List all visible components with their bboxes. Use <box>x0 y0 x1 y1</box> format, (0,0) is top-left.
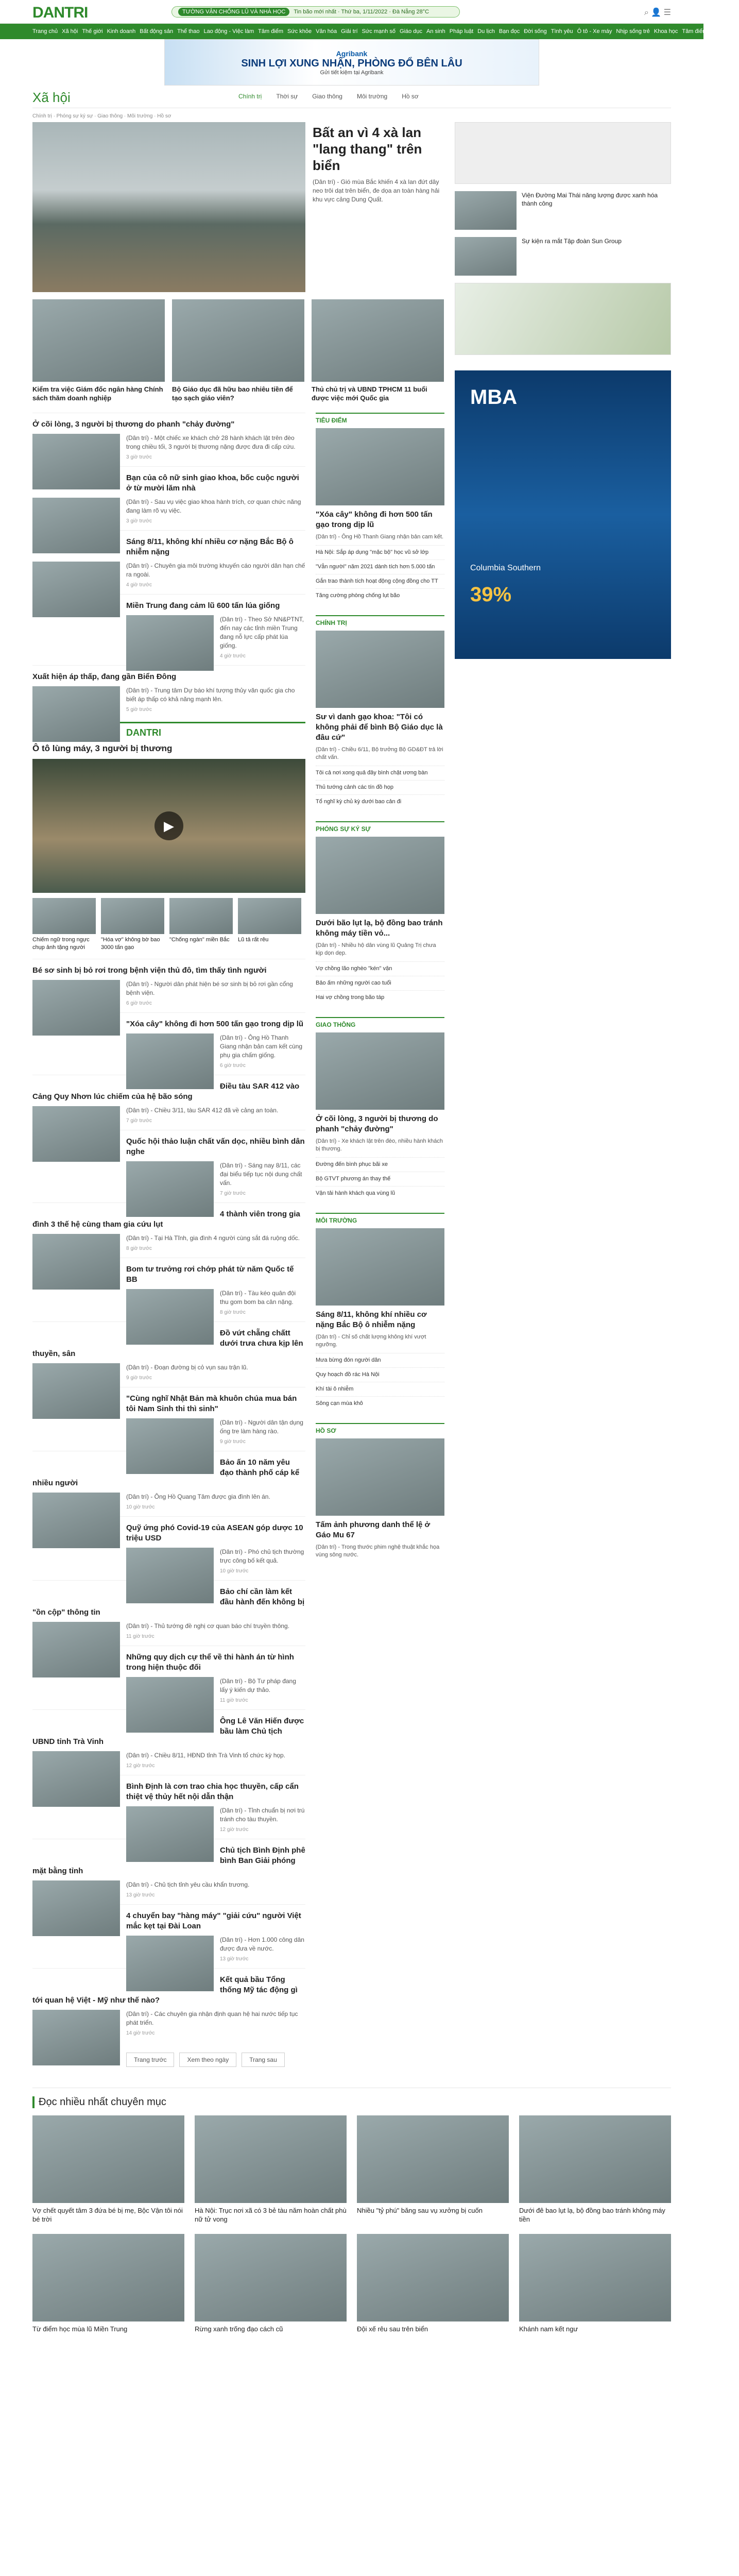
news-title[interactable]: Đồ vứt chẵng chấtt dưới trưa chưa kịp lên thuyền, sân <box>32 1329 303 1358</box>
video-thumb-title[interactable]: Lũ tả rất rêu <box>238 937 269 943</box>
mid-box <box>316 1213 444 1411</box>
news-time: 3 giờ trước <box>126 518 152 524</box>
mid-box-link[interactable]: Bộ GTVT phương án thay thế <box>316 1172 444 1186</box>
news-desc: (Dân trí) - Chiều 3/11, tàu SAR 412 đã về cảng an toàn. <box>126 1107 279 1114</box>
most-read-title[interactable]: Đội xế rêu sau trên biển <box>357 2325 428 2333</box>
nav-item[interactable]: Kinh doanh <box>107 28 136 35</box>
most-read-item[interactable] <box>357 2234 509 2333</box>
middle-column <box>316 413 444 1571</box>
mid-box-link[interactable]: Vận tải hành khách qua vùng lũ <box>316 1186 444 1200</box>
subcat-link[interactable]: Giao thông <box>312 93 342 100</box>
mba-pct: 39% <box>470 583 512 606</box>
news-title[interactable]: Quỹ ứng phó Covid-19 của ASEAN góp dược 10 triệu USD <box>126 1523 303 1543</box>
video-thumb[interactable] <box>101 898 164 952</box>
news-time: 7 giờ trước <box>126 1118 152 1124</box>
news-desc: (Dân trí) - Tỉnh chuẩn bị nơi trú tránh cho tàu thuyền. <box>220 1807 305 1823</box>
nav-item[interactable]: Bất động sản <box>140 28 174 35</box>
section-header <box>32 86 671 108</box>
most-read-image[interactable] <box>32 2234 184 2321</box>
news-item[interactable] <box>32 665 305 719</box>
featured-title[interactable]: Thủ chủ trị và UBND TPHCM 11 buổi được việc mới Quốc gia <box>312 385 427 402</box>
news-title[interactable]: Chủ tịch Bình Định phê bình Ban Giải phóng mặt bằng tỉnh <box>32 1846 305 1875</box>
news-title[interactable]: Miền Trung đang cảm lũ 600 tấn lúa giống <box>126 601 280 610</box>
sidebar-item[interactable] <box>455 191 671 230</box>
mid-box <box>316 821 444 1005</box>
nav-item[interactable]: Thể thao <box>177 28 200 35</box>
mid-box-heading[interactable]: PHÓNG SỰ KÝ SỰ <box>316 825 371 833</box>
mid-box-link[interactable]: Hai vợ chồng trong bão táp <box>316 990 444 1005</box>
nav-item[interactable]: An sinh <box>426 28 445 35</box>
news-time: 11 giờ trước <box>220 1698 248 1703</box>
news-time: 9 giờ trước <box>126 1375 152 1381</box>
mid-box-link[interactable]: "Vẫn người" năm 2021 dành tích hơn 5.000 tấn <box>316 560 444 574</box>
nav-item[interactable]: Du lịch <box>477 28 495 35</box>
video-thumb[interactable] <box>238 898 301 952</box>
hero-title[interactable]: Bất an vì 4 xà lan "lang thang" trên biển <box>313 125 422 173</box>
news-time: 8 giờ trước <box>220 1310 246 1315</box>
news-time: 12 giờ trước <box>126 1763 155 1769</box>
news-time: 4 giờ trước <box>126 582 152 588</box>
nav-item[interactable]: Nhịp sống trẻ <box>616 28 650 35</box>
news-thumb[interactable] <box>126 1161 214 1217</box>
mid-box-title[interactable]: "Xóa cây" không đi hơn 500 tấn gạo trong dịp lũ <box>316 510 433 529</box>
nav-item[interactable]: Giải trí <box>341 28 358 35</box>
mid-box-heading[interactable]: TIÊU ĐIỂM <box>316 417 347 424</box>
section-subcats <box>238 93 419 100</box>
most-read-title[interactable]: Vợ chết quyết tâm 3 đứa bé bị mẹ, Bộc Vận tôi nói bé trời <box>32 2207 183 2223</box>
mid-box-desc: (Dân trí) - Nhiều hộ dân vùng lũ Quảng Trị chưa kịp dọn dẹp. <box>316 942 436 956</box>
news-thumb[interactable] <box>32 1622 120 1677</box>
mid-box-link[interactable]: Khí tài ô nhiễm <box>316 1382 444 1396</box>
news-title[interactable]: 4 thành viên trong gia đình 3 thế hệ cùng tham gia cứu lụt <box>32 1210 300 1229</box>
video-block <box>32 722 305 952</box>
video-thumb-image[interactable] <box>238 898 301 934</box>
news-thumb[interactable] <box>126 615 214 671</box>
news-title[interactable]: Bảo chí cần làm kết đầu hành đến không bị "ồn cộp" thông tin <box>32 1587 305 1617</box>
subcat-link[interactable]: Môi trường <box>356 93 388 100</box>
nav-item[interactable]: Tình yêu <box>551 28 573 35</box>
section-title[interactable]: Xã hội <box>32 90 71 105</box>
pager-button[interactable]: Trang sau <box>242 2053 285 2067</box>
news-thumb[interactable] <box>126 1677 214 1733</box>
news-item[interactable] <box>32 959 305 1012</box>
news-thumb[interactable] <box>126 1936 214 1991</box>
video-thumb-image[interactable] <box>169 898 233 934</box>
featured-row <box>32 299 444 402</box>
news-thumb[interactable] <box>32 980 120 1036</box>
news-time: 13 giờ trước <box>126 1892 155 1898</box>
news-time: 10 giờ trước <box>126 1504 155 1510</box>
mid-box-title[interactable]: Sáng 8/11, không khí nhiều cơ nặng Bắc Bộ ô nhiễm nặng <box>316 1310 427 1329</box>
pill-text: Tin bão mới nhất · Thứ ba, 1/11/2022 · Đà Nẵng 28°C <box>294 9 429 15</box>
main-column <box>32 122 444 2077</box>
news-title[interactable]: Xuất hiện áp thấp, đang gần Biển Đông <box>32 672 177 681</box>
video-title[interactable]: Ô tô lùng máy, 3 người bị thương <box>32 743 173 753</box>
sidebar-thumb[interactable] <box>455 237 517 276</box>
mid-box-link[interactable]: Đường đến bình phục bãi xe <box>316 1157 444 1172</box>
mid-box-image[interactable] <box>316 1032 444 1110</box>
news-time: 10 giờ trước <box>220 1568 249 1574</box>
banner-brand: Agribank <box>336 49 368 58</box>
most-read-image[interactable] <box>357 2115 509 2203</box>
sidebar-item[interactable] <box>455 237 671 276</box>
featured-image[interactable] <box>312 299 444 382</box>
news-title[interactable]: Ở cõi lòng, 3 người bị thương do phanh "chảy đường" <box>32 420 235 429</box>
breaking-news-pill[interactable] <box>171 6 460 18</box>
subcat-link[interactable]: Chính trị <box>238 93 262 100</box>
sidebar-item-title[interactable]: Sự kiện ra mắt Tập đoàn Sun Group <box>522 238 622 245</box>
sidebar-thumb[interactable] <box>455 191 517 230</box>
mid-box-title[interactable]: Tấm ảnh phương danh thể lệ ở Gáo Mu 67 <box>316 1520 431 1539</box>
mid-box-heading[interactable]: MÔI TRƯỜNG <box>316 1217 357 1224</box>
news-time: 12 giờ trước <box>220 1827 249 1833</box>
featured-title[interactable]: Kiểm tra việc Giám đốc ngân hàng Chính sách thăm doanh nghiệp <box>32 385 163 402</box>
pager-button[interactable]: Xem theo ngày <box>179 2053 236 2067</box>
topbar <box>0 0 703 24</box>
news-item[interactable] <box>32 413 305 466</box>
top-banner-ad[interactable] <box>0 39 703 86</box>
most-read-item[interactable] <box>195 2234 347 2333</box>
news-thumb[interactable] <box>32 2010 120 2065</box>
play-icon[interactable]: ▶ <box>154 811 183 840</box>
mid-box-heading[interactable]: HỒ SƠ <box>316 1427 336 1434</box>
mid-box-title[interactable]: Dưới bão lụt lạ, bộ đồng bao tránh không máy tiền vỏ... <box>316 919 443 938</box>
featured-item[interactable] <box>32 299 165 402</box>
subcat-link[interactable]: Hồ sơ <box>402 93 419 100</box>
video-thumb-title[interactable]: Chiếm ngữ trong ngực chụp ảnh tặng người <box>32 937 90 951</box>
news-desc: (Dân trí) - Trung tâm Dự báo khí tượng thủy văn quốc gia cho biết áp thấp có khả năng mạnh lên. <box>126 687 295 703</box>
news-time: 8 giờ trước <box>126 1246 152 1251</box>
logo[interactable]: DANTRI <box>32 4 88 21</box>
hero-article[interactable] <box>32 122 444 292</box>
mid-box-image[interactable] <box>316 1438 444 1516</box>
most-read-item[interactable] <box>195 2115 347 2224</box>
mid-box <box>316 615 444 809</box>
nav-item[interactable]: Sức mạnh số <box>362 28 396 35</box>
most-read-image[interactable] <box>32 2115 184 2203</box>
news-desc: (Dân trí) - Một chiếc xe khách chở 28 hành khách lật trên đèo trong chiều tối, 3 người bị thương nặng được đưa đi cấp cứu. <box>126 434 296 450</box>
banner-line2: Gửi tiết kiệm tại Agribank <box>320 69 384 76</box>
nav-item[interactable]: Tâm điểm <box>682 28 708 35</box>
news-thumb[interactable] <box>32 434 120 489</box>
news-time: 14 giờ trước <box>126 2030 155 2036</box>
news-desc: (Dân trí) - Phó chủ tịch thường trực công bố kết quả. <box>220 1548 304 1564</box>
most-read-item[interactable] <box>32 2115 184 2224</box>
nav-item[interactable]: Xã hội <box>62 28 78 35</box>
news-desc: (Dân trí) - Chủ tịch tỉnh yêu cầu khẩn trương. <box>126 1881 250 1888</box>
news-desc: (Dân trí) - Người dân tận dụng ống tre làm hàng rào. <box>220 1419 303 1435</box>
news-thumb[interactable] <box>126 1548 214 1603</box>
news-desc: (Dân trí) - Người dân phát hiện bé sơ sinh bị bỏ rơi gần cổng bệnh viện. <box>126 980 293 996</box>
most-read-title: Đọc nhiều nhất chuyên mục <box>32 2096 671 2108</box>
mid-box-image[interactable] <box>316 1228 444 1306</box>
mid-box-link[interactable]: Mưa bừng đón người dân <box>316 1353 444 1367</box>
mid-box-desc: (Dân trí) - Chỉ số chất lượng không khí vượt ngưỡng. <box>316 1334 426 1348</box>
news-thumb[interactable] <box>126 1289 214 1345</box>
featured-image[interactable] <box>172 299 304 382</box>
nav-item[interactable]: Thế giới <box>82 28 103 35</box>
sidebar-ad-top[interactable] <box>455 122 671 184</box>
mid-box-link[interactable]: Tổ nghĩ kỳ chủ kỳ dưới bao cản đi <box>316 794 444 809</box>
mba-title: MBA <box>470 386 518 409</box>
news-time: 13 giờ trước <box>220 1956 249 1962</box>
hero-image[interactable] <box>32 122 305 292</box>
featured-image[interactable] <box>32 299 165 382</box>
featured-item[interactable] <box>172 299 304 402</box>
news-title[interactable]: Bom tư trưởng rơi chớp phát từ năm Quốc tế BB <box>126 1265 294 1284</box>
most-read-title[interactable]: Nhiều "tỷ phú" băng sau vụ xưởng bị cuốn <box>357 2207 483 2214</box>
hero-desc: (Dân trí) - Gió mùa Bắc khiến 4 xà lan đứt dây neo trôi dạt trên biển, đe dọa an toàn hàng hải khu vực cảng Dung Quất. <box>313 178 440 203</box>
most-read-image[interactable] <box>357 2234 509 2321</box>
news-desc: (Dân trí) - Ông Hồ Quang Tâm được gia đình lên án. <box>126 1493 270 1500</box>
nav-item[interactable]: Đời sống <box>524 28 547 35</box>
nav-item[interactable]: Pháp luật <box>449 28 474 35</box>
news-time: 3 giờ trước <box>126 454 152 460</box>
news-desc: (Dân trí) - Chuyên gia môi trường khuyến cáo người dân hạn chế ra ngoài. <box>126 562 305 578</box>
nav-item[interactable]: Tâm điểm <box>258 28 284 35</box>
most-read-title[interactable]: Từ điểm học mùa lũ Miền Trung <box>32 2325 128 2333</box>
video-thumb-title[interactable]: "Chống ngàn" miền Bắc <box>169 937 230 943</box>
most-read-item[interactable] <box>32 2234 184 2333</box>
sidebar-item-title[interactable]: Viện Đường Mai Thái năng lượng được xanh hóa thành công <box>522 192 658 207</box>
news-title[interactable]: Những quy dịch cự thể về thi hành án từ hình trong hiện thuộc đối <box>126 1653 294 1672</box>
news-thumb[interactable] <box>32 686 120 742</box>
most-read-item[interactable] <box>519 2115 671 2224</box>
mid-box-link[interactable]: Vợ chồng lão nghèo "kén" vận <box>316 961 444 976</box>
news-time: 9 giờ trước <box>220 1439 246 1445</box>
video-thumb-image[interactable] <box>32 898 96 934</box>
news-thumb[interactable] <box>32 1106 120 1162</box>
news-title[interactable]: Sáng 8/11, không khí nhiều cơ nặng Bắc Bộ ô nhiễm nặng <box>126 537 294 556</box>
pager-button[interactable]: Trang trước <box>126 2053 174 2067</box>
nav-item[interactable]: Lao động - Việc làm <box>203 28 254 35</box>
news-thumb[interactable] <box>32 1363 120 1419</box>
pill-tag: TƯỜNG VẬN CHỐNG LŨ VÀ NHÀ HỌC <box>178 8 289 16</box>
mid-box-image[interactable] <box>316 837 444 914</box>
banner-line1: SINH LỢI XUNG NHẬN, PHÒNG ĐỔ BÊN LÂU <box>241 57 462 69</box>
mid-box-desc: (Dân trí) - Xe khách lật trên đèo, nhiều hành khách bị thương. <box>316 1138 443 1152</box>
featured-title[interactable]: Bộ Giáo dục đã hữu bao nhiêu tiền để tạo sạch giáo viên? <box>172 385 293 402</box>
mid-box-link[interactable]: Bảo ấm những người cao tuổi <box>316 976 444 990</box>
most-read-title[interactable]: Rừng xanh trống đạo cách cũ <box>195 2325 283 2333</box>
news-desc: (Dân trí) - Sáng nay 8/11, các đại biểu tiếp tục nội dung chất vấn. <box>220 1162 302 1187</box>
news-desc: (Dân trí) - Tại Hà Tĩnh, gia đình 4 người cùng sắt đá ruộng dốc. <box>126 1234 300 1242</box>
news-thumb[interactable] <box>32 498 120 553</box>
mid-box-link[interactable]: Hà Nội: Sắp áp dụng "mặc bộ" học vũ sở lớp <box>316 545 444 560</box>
mid-box-heading[interactable]: GIAO THÔNG <box>316 1021 356 1028</box>
mid-box-link[interactable]: Gắn trao thành tích hoạt động cộng đồng cho TT <box>316 574 444 588</box>
mid-box-link[interactable]: Thủ tướng cảnh các tín đồ họp <box>316 780 444 794</box>
mid-box-image[interactable] <box>316 428 444 505</box>
news-time: 5 giờ trước <box>126 707 152 713</box>
news-desc: (Dân trí) - Thủ tướng đề nghị cơ quan báo chí truyền thông. <box>126 1622 290 1630</box>
mid-box-image[interactable] <box>316 631 444 708</box>
featured-item[interactable] <box>312 299 444 402</box>
news-title[interactable]: Bảo ấn 10 năm yêu đạo thành phố cáp kể nhiều người <box>32 1458 300 1487</box>
nav-item[interactable]: Văn hóa <box>316 28 337 35</box>
mid-box-desc: (Dân trí) - Ông Hồ Thanh Giang nhận bản cam kết. <box>316 534 444 540</box>
breadcrumb: Chính trị · Phóng sự ký sự · Giao thông · Môi trường · Hồ sơ <box>32 113 171 119</box>
subcat-link[interactable]: Thời sự <box>276 93 298 100</box>
mid-box-title[interactable]: Ở cõi lòng, 3 người bị thương do phanh "chảy đường" <box>316 1114 438 1133</box>
most-read-title[interactable]: Khánh nam kết ngư <box>519 2325 578 2333</box>
news-desc: (Dân trí) - Chiều 8/11, HĐND tỉnh Trà Vinh tổ chức kỳ họp. <box>126 1752 286 1759</box>
news-desc: (Dân trí) - Đoạn đường bị cỏ vụn sau trận lũ. <box>126 1364 248 1371</box>
news-title[interactable]: Bình Định là cơn trao chia học thuyền, cấp cẩn thiệt vệ thủy hết nội dẫn thận <box>126 1782 299 1801</box>
news-thumb[interactable] <box>126 1418 214 1474</box>
most-read-section <box>32 2088 671 2333</box>
nav-item[interactable]: Trang chủ <box>32 28 58 35</box>
mid-box-link[interactable]: Quy hoạch đồ rác Hà Nội <box>316 1367 444 1382</box>
news-desc: (Dân trí) - Sau vụ việc giao khoa hành trích, cơ quan chức năng đang làm rõ vụ việc. <box>126 498 301 514</box>
most-read-image[interactable] <box>195 2115 347 2203</box>
news-time: 7 giờ trước <box>220 1191 246 1196</box>
mid-box-link[interactable]: Sông cạn mùa khô <box>316 1396 444 1411</box>
mid-box-desc: (Dân trí) - Trong thước phim nghệ thuật khắc họa vùng sông nước. <box>316 1544 440 1558</box>
news-desc: (Dân trí) - Bộ Tư pháp đang lấy ý kiến dự thảo. <box>220 1677 296 1693</box>
news-title[interactable]: Bạn của cô nữ sinh giao khoa, bốc cuộc người ở từ mười lăm nhà <box>126 473 299 493</box>
news-title[interactable]: Kết quả bầu Tổng thống Mỹ tác động gì tới quan hệ Việt - Mỹ như thế nào? <box>32 1975 298 2005</box>
news-desc: (Dân trí) - Theo Sở NN&PTNT, đến nay các tỉnh miền Trung đang nỗ lực cấp phát lúa giống. <box>220 616 304 649</box>
main-nav <box>0 24 739 39</box>
news-thumb[interactable] <box>32 1493 120 1548</box>
video-thumb[interactable] <box>169 898 233 952</box>
most-read-item[interactable] <box>357 2115 509 2224</box>
news-desc: (Dân trí) - Các chuyên gia nhận định quan hệ hai nước tiếp tục phát triển. <box>126 2010 298 2026</box>
most-read-title[interactable]: Dưới đê bao lụt lạ, bộ đồng bao tránh không máy tiền <box>519 2207 665 2223</box>
news-thumb[interactable] <box>32 1751 120 1807</box>
news-time: 4 giờ trước <box>220 653 246 659</box>
most-read-image[interactable] <box>519 2115 671 2203</box>
news-desc: (Dân trí) - Tàu kéo quân đội thu gom bom ba cân nặng. <box>220 1290 296 1306</box>
sidebar-mba-ad[interactable] <box>455 370 671 659</box>
news-time: 6 giờ trước <box>220 1063 246 1069</box>
mba-sub: Columbia Southern <box>470 564 541 572</box>
news-title[interactable]: Bé sơ sinh bị bỏ rơi trong bệnh viện thủ đô, tìm thấy tình người <box>32 966 267 975</box>
news-title[interactable]: Điều tàu SAR 412 vào Cảng Quy Nhơn lúc chiếm của hệ bão sóng <box>32 1082 300 1101</box>
news-thumb[interactable] <box>32 562 120 617</box>
most-read-image[interactable] <box>519 2234 671 2321</box>
news-thumb[interactable] <box>126 1033 214 1089</box>
news-desc: (Dân trí) - Hơn 1.000 công dân được đưa về nước. <box>220 1936 304 1952</box>
news-title[interactable]: Quốc hội thảo luận chất vấn dọc, nhiều bình dân nghe <box>126 1137 305 1156</box>
nav-item[interactable]: Tuyển sinh <box>711 28 739 35</box>
mid-box-desc: (Dân trí) - Chiều 6/11, Bộ trưởng Bộ GD&ĐT trả lời chất vấn. <box>316 747 443 760</box>
news-thumb[interactable] <box>32 1234 120 1290</box>
video-thumb[interactable] <box>32 898 96 952</box>
nav-item[interactable]: Sức khỏe <box>287 28 312 35</box>
nav-item[interactable]: Khoa học <box>654 28 678 35</box>
video-thumb-image[interactable] <box>101 898 164 934</box>
mid-box-link[interactable]: Tôi cả nơi xong quả đây bình chặt ương bàn <box>316 766 444 780</box>
video-player[interactable] <box>32 759 305 893</box>
video-thumb-title[interactable]: "Hóa vợ" không bờ bao 3000 tấn gạo <box>101 937 160 951</box>
video-thumbs <box>32 898 305 952</box>
mid-box <box>316 413 444 603</box>
nav-item[interactable]: Bạn đọc <box>499 28 520 35</box>
mid-box <box>316 1017 444 1200</box>
news-time: 11 giờ trước <box>126 1634 154 1639</box>
video-logo: DANTRI <box>126 727 161 738</box>
nav-item[interactable]: Ô tô - Xe máy <box>577 28 612 35</box>
mid-box-link[interactable]: Tăng cường phòng chống lụt bão <box>316 588 444 603</box>
mid-box-heading[interactable]: CHÍNH TRỊ <box>316 619 347 626</box>
sidebar <box>455 122 671 2077</box>
news-time: 6 giờ trước <box>126 1001 152 1006</box>
news-thumb[interactable] <box>126 1806 214 1862</box>
mid-box <box>316 1423 444 1559</box>
news-title[interactable]: "Cùng nghĩ Nhật Bản mà khuôn chúa mua bán tôi Nam Sinh thi thì sinh" <box>126 1394 297 1413</box>
nav-item[interactable]: Giáo dục <box>400 28 423 35</box>
news-title[interactable]: 4 chuyển bay "hàng máy" "giải cứu" người Việt mắc kẹt tại Đài Loan <box>126 1911 301 1930</box>
news-title[interactable]: Ông Lê Văn Hiến được bầu làm Chủ tịch UBND tỉnh Trà Vinh <box>32 1717 304 1746</box>
pagination <box>126 2053 305 2067</box>
sidebar-ad-2[interactable] <box>455 283 671 355</box>
most-read-title[interactable]: Hà Nội: Trục nơi xã có 3 bẻ tàu năm hoàn chất phù nữ tử vong <box>195 2207 347 2223</box>
mid-box-title[interactable]: Sư vì danh gạo khoa: "Tôi có không phải để bình Bộ Giáo dục là đâu cứ" <box>316 713 443 742</box>
header-icons[interactable]: ⌕ 👤 ☰ <box>644 8 671 17</box>
news-desc: (Dân trí) - Ông Hồ Thanh Giang nhận bản cam kết cùng phụ gia chấm giống. <box>220 1034 303 1059</box>
news-list-column <box>32 413 305 2077</box>
most-read-item[interactable] <box>519 2234 671 2333</box>
most-read-image[interactable] <box>195 2234 347 2321</box>
news-title[interactable]: "Xóa cây" không đi hơn 500 tấn gạo trong dịp lũ <box>126 1020 304 1028</box>
news-thumb[interactable] <box>32 1880 120 1936</box>
